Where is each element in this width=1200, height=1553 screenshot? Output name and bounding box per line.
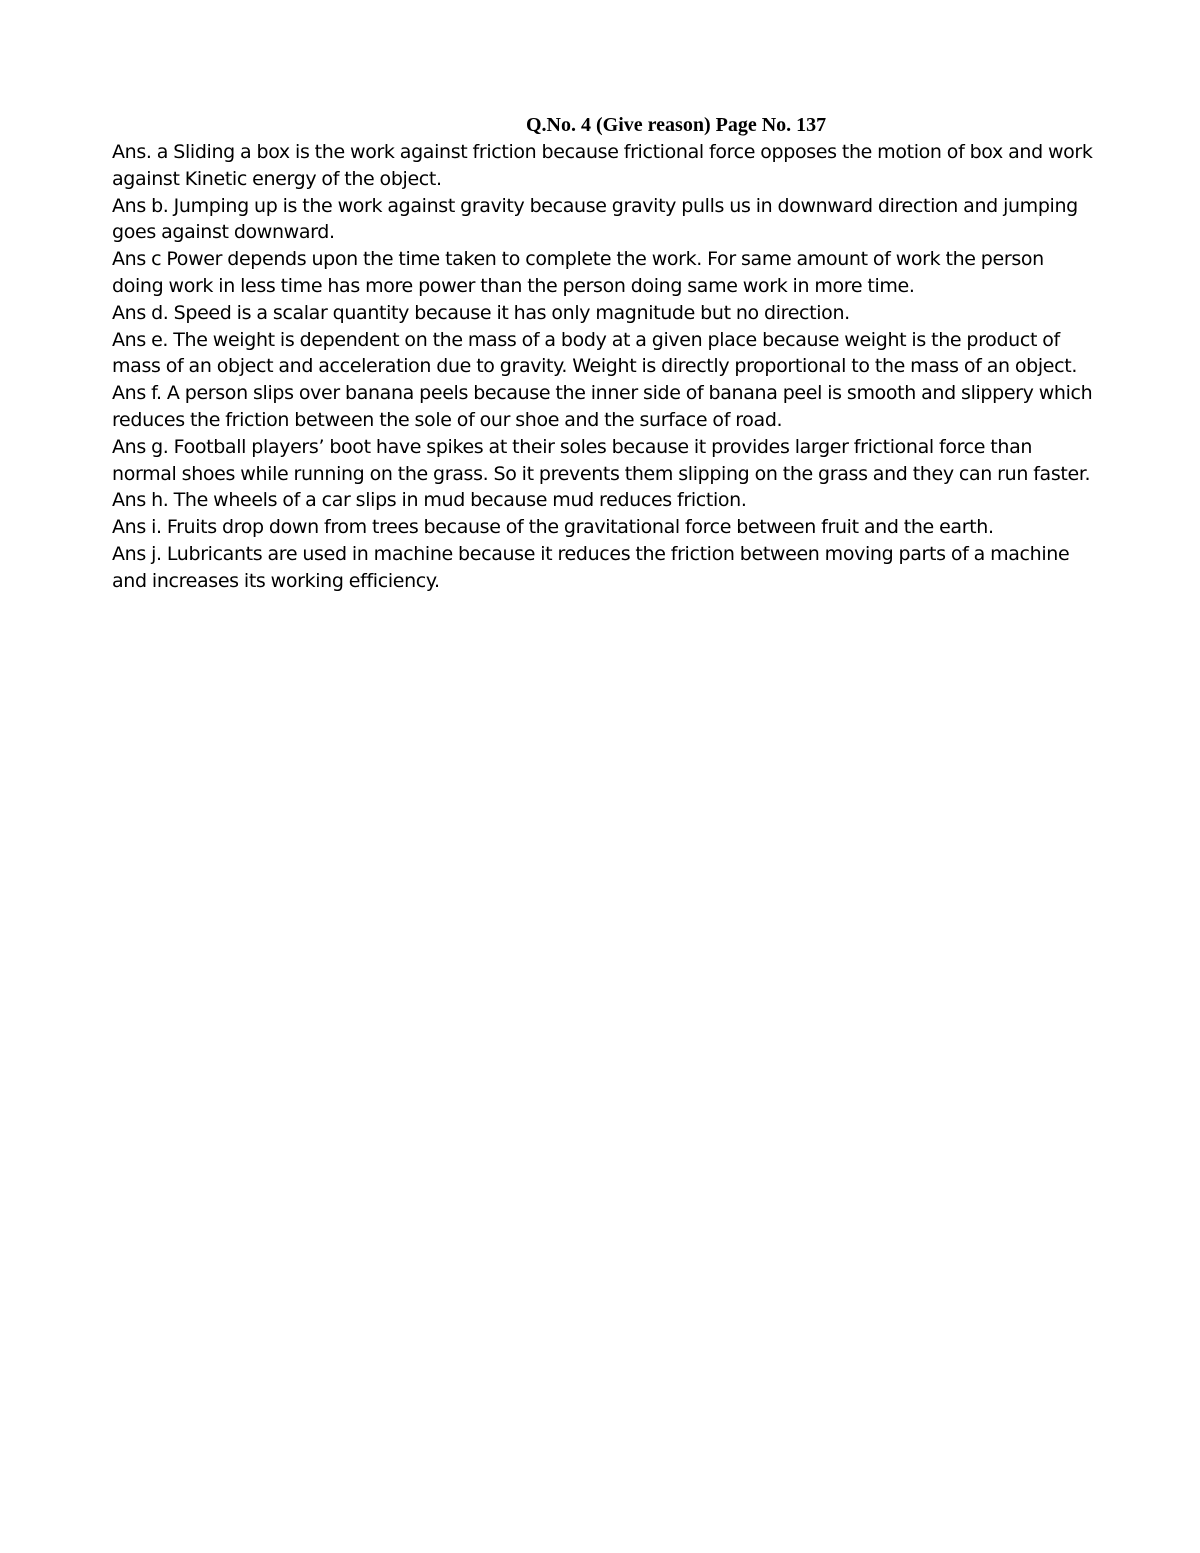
answer-list [112, 139, 1097, 595]
answer-e: Ans e. The weight is dependent on the mass of a body at a given place because weight is the product of mass of an object and acceleration due to gravity. Weight is directly proportional to the mass of an object. [112, 328, 1078, 378]
answer-c: Ans c Power depends upon the time taken to complete the work. For same amount of work the person doing work in less time has more power than the person doing same work in more time. [112, 248, 1044, 297]
answer-f: Ans f. A person slips over banana peels because the inner side of banana peel is smooth and slippery which reduces the friction between the sole of our shoe and the surface of road. [112, 382, 1093, 431]
answer-j: Ans j. Lubricants are used in machine because it reduces the friction between moving parts of a machine and increases its working efficiency. [112, 542, 1070, 592]
answer-i: Ans i. Fruits drop down from trees because of the gravitational force between fruit and the earth. [112, 516, 994, 539]
answer-g: Ans g. Football players’ boot have spikes at their soles because it provides larger frictional force than normal shoes while running on the grass. So it prevents them slipping on the grass and they can run faster. [112, 435, 1091, 485]
document-body [112, 112, 1097, 595]
question-heading: Q.No. 4 (Give reason) Page No. 137 [526, 114, 827, 136]
answer-b: Ans b. Jumping up is the work against gravity because gravity pulls us in downward direction and jumping goes against downward. [112, 194, 1078, 244]
answer-h: Ans h. The wheels of a car slips in mud because mud reduces friction. [112, 489, 747, 512]
answer-d: Ans d. Speed is a scalar quantity because it has only magnitude but no direction. [112, 301, 850, 324]
answer-a: Ans. a Sliding a box is the work against friction because frictional force opposes the motion of box and work against Kinetic energy of the object. [112, 141, 1093, 190]
